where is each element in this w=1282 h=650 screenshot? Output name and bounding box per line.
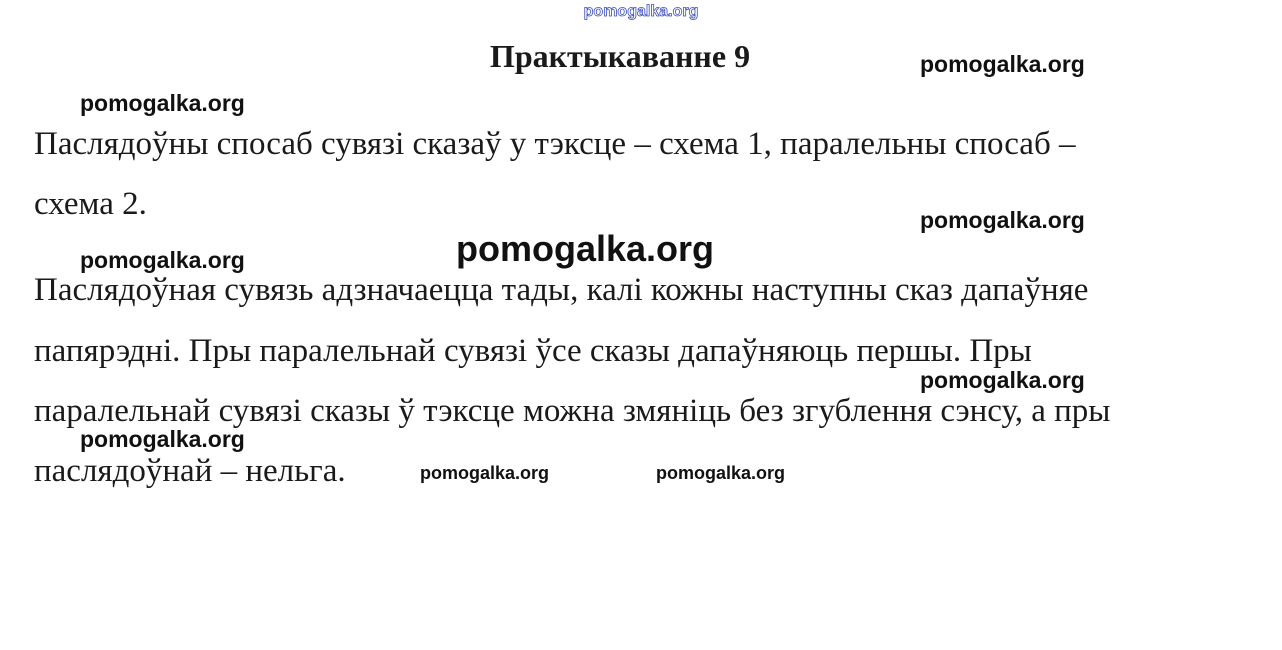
- watermark-top: pomogalka.org: [583, 3, 699, 20]
- text-line-3: Паслядоўная сувязь адзначаецца тады, калі кожны наступны сказ дапаўняе: [34, 272, 1089, 308]
- watermark: pomogalka.org: [420, 463, 550, 483]
- text-line-1: Паслядоўны спосаб сувязі сказаў у тэксце – схема 1, паралельны спосаб –: [34, 126, 1076, 162]
- watermark: pomogalka.org: [80, 426, 245, 452]
- text-line-2: схема 2.: [34, 186, 147, 222]
- page-title: Практыкаванне 9: [489, 38, 751, 74]
- watermark: pomogalka.org: [80, 247, 245, 273]
- watermark: pomogalka.org: [80, 90, 245, 116]
- watermark: pomogalka.org: [920, 51, 1085, 77]
- watermark: pomogalka.org: [920, 207, 1085, 233]
- watermark-large: pomogalka.org: [456, 228, 715, 269]
- text-line-4: папярэдні. Пры паралельнай сувязі ўсе сказы дапаўняюць першы. Пры: [34, 333, 1032, 369]
- text-line-5: паралельнай сувязі сказы ў тэксце можна змяніць без згублення сэнсу, а пры: [34, 393, 1111, 429]
- watermark: pomogalka.org: [920, 367, 1085, 393]
- watermark: pomogalka.org: [656, 463, 786, 483]
- text-line-6: паслядоўнай – нельга.: [34, 453, 346, 489]
